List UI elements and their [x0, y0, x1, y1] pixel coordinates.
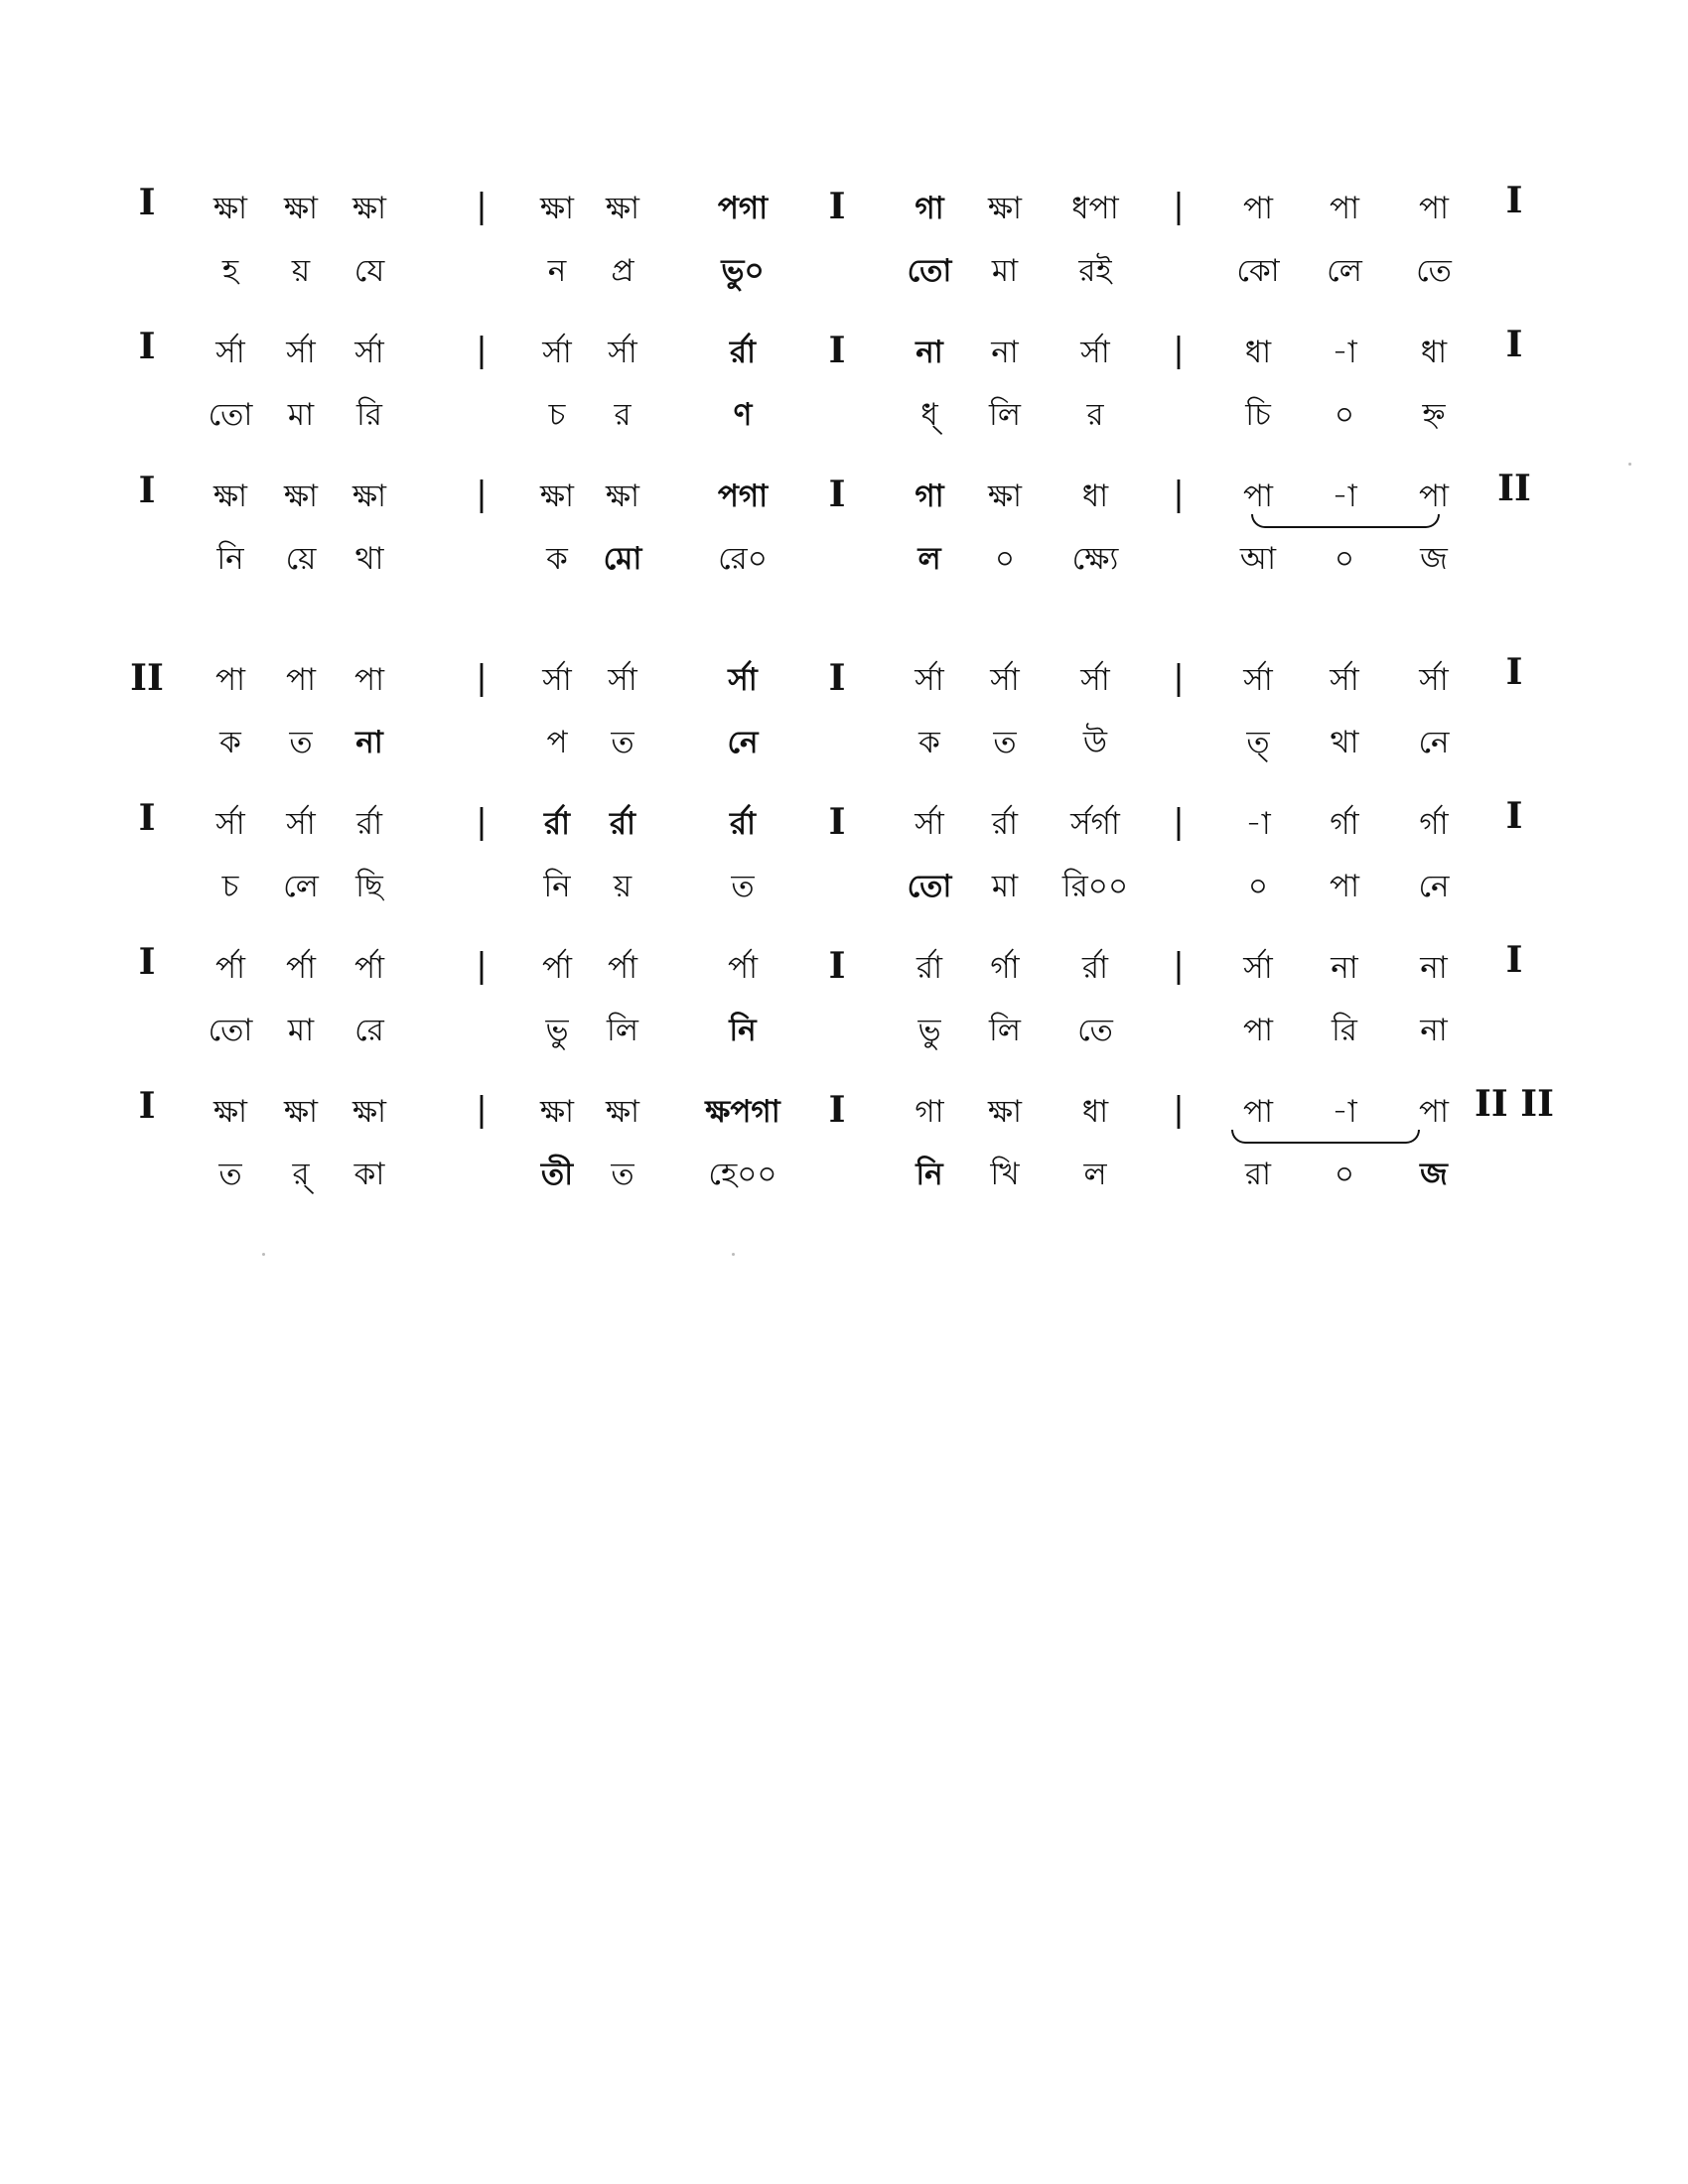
beat-divider: |: [476, 1090, 488, 1130]
swara-note: ধা: [1081, 478, 1109, 514]
lyric-syllable: খি: [990, 1157, 1020, 1192]
swara-note: ধা: [1244, 335, 1272, 370]
swara-note: র্সা: [728, 662, 758, 698]
swara-note: ক্ষা: [539, 191, 575, 226]
lyric-syllable: ০: [1334, 397, 1355, 433]
lyric-syllable: হ্ন: [1422, 397, 1446, 433]
lyric-syllable: ত: [731, 869, 755, 904]
swara-note: পগা: [717, 478, 769, 514]
lyric-syllable: ত: [993, 725, 1017, 760]
lyric-syllable: জ: [1420, 1157, 1448, 1192]
lyric-syllable: তো: [907, 869, 952, 904]
swara-note: র্গা: [990, 950, 1020, 986]
lyric-syllable: জ: [1420, 541, 1448, 577]
swara-note: র্রা: [543, 806, 571, 842]
lyric-syllable: রি: [1332, 1013, 1357, 1048]
lyric-syllable: প: [546, 725, 568, 760]
swara-note: র্সা: [608, 335, 637, 370]
swara-note: না: [1331, 950, 1358, 986]
lyric-syllable: তো: [208, 397, 253, 433]
bar-marker: II II: [1475, 1083, 1554, 1125]
lyric-syllable: রি০০: [1061, 869, 1129, 904]
swara-note: র্সা: [215, 335, 245, 370]
notation-row: [0, 1083, 1688, 1231]
lyric-syllable: ত: [218, 1157, 242, 1192]
swara-note: পা: [353, 662, 385, 698]
swara-note: পগা: [717, 191, 769, 226]
lyric-syllable: ত: [611, 1157, 634, 1192]
beat-divider: |: [476, 331, 488, 370]
lyric-syllable: নে: [727, 725, 759, 760]
beat-divider: |: [476, 658, 488, 698]
bar-marker: I: [1505, 939, 1523, 981]
bar-marker: I: [138, 941, 156, 983]
beat-divider: |: [1173, 946, 1185, 986]
lyric-syllable: পা: [1242, 1013, 1274, 1048]
lyric-syllable: ছি: [355, 869, 383, 904]
swara-note: ক্ষা: [352, 478, 387, 514]
lyric-syllable: লি: [989, 397, 1021, 433]
swara-note: ক্ষা: [605, 1094, 640, 1130]
lyric-syllable: তে: [1416, 253, 1452, 289]
lyric-syllable: নি: [915, 1157, 943, 1192]
swara-note: ক্ষা: [283, 478, 319, 514]
bar-marker: I: [828, 330, 846, 371]
beat-divider: |: [476, 802, 488, 842]
lyric-syllable: ত: [289, 725, 313, 760]
swara-note: র্রা: [729, 335, 757, 370]
swara-note: র্সা: [1243, 662, 1273, 698]
lyric-syllable: হে০০: [708, 1157, 777, 1192]
lyric-syllable: ক: [219, 725, 241, 760]
swara-note: গা: [914, 191, 944, 226]
swara-note: ক্ষা: [987, 478, 1023, 514]
lyric-syllable: ০: [1334, 1157, 1355, 1192]
beat-divider: |: [1173, 658, 1185, 698]
beat-divider: |: [1173, 1090, 1185, 1130]
swara-note: র্সা: [542, 335, 572, 370]
swara-note: র্পা: [607, 950, 638, 986]
swara-note: পা: [214, 662, 246, 698]
swara-note: না: [991, 335, 1019, 370]
lyric-syllable: ০: [1334, 541, 1355, 577]
swara-note: র্সর্গা: [1070, 806, 1120, 842]
lyric-syllable: হ: [221, 253, 239, 289]
lyric-syllable: থা: [354, 541, 384, 577]
bar-marker: I: [138, 326, 156, 367]
bar-marker: I: [138, 182, 156, 223]
swara-note: পা: [1418, 478, 1450, 514]
lyric-syllable: ত: [611, 725, 634, 760]
lyric-syllable: ল: [1083, 1157, 1107, 1192]
lyric-syllable: ০: [994, 541, 1016, 577]
swara-note: পা: [1242, 1094, 1274, 1130]
lyric-syllable: নি: [729, 1013, 757, 1048]
swara-note: র্পা: [727, 950, 759, 986]
swara-note: র্পা: [353, 950, 385, 986]
lyric-syllable: মা: [287, 397, 315, 433]
bar-marker: I: [138, 1085, 156, 1127]
swara-note: র্রা: [1081, 950, 1109, 986]
bar-marker: I: [1505, 324, 1523, 365]
lyric-syllable: থা: [1330, 725, 1359, 760]
lyric-syllable: ভু০: [721, 253, 765, 289]
swara-note: গা: [914, 1094, 944, 1130]
swara-note: ক্ষা: [605, 478, 640, 514]
lyric-syllable: লে: [1327, 253, 1362, 289]
lyric-syllable: র্: [292, 1157, 310, 1192]
lyric-syllable: ণ: [733, 397, 753, 433]
lyric-syllable: য়ে: [285, 541, 317, 577]
swara-note: র্সা: [608, 662, 637, 698]
lyric-syllable: ক: [546, 541, 568, 577]
notation-row: [0, 795, 1688, 943]
swara-note: ক্ষা: [352, 191, 387, 226]
lyric-syllable: মা: [287, 1013, 315, 1048]
swara-note: র্সা: [914, 806, 944, 842]
beat-divider: |: [1173, 475, 1185, 514]
swara-note: -া: [1332, 335, 1357, 370]
lyric-syllable: মা: [991, 253, 1019, 289]
swara-note: র্সা: [990, 662, 1020, 698]
swara-note: ক্ষপগা: [705, 1094, 780, 1130]
lyric-syllable: চ: [221, 869, 239, 904]
lyric-syllable: যে: [353, 253, 385, 289]
swara-note: র্সা: [354, 335, 384, 370]
bar-marker: I: [828, 801, 846, 843]
bar-marker: I: [1505, 651, 1523, 693]
lyric-syllable: ধ্: [920, 397, 938, 433]
lyric-syllable: তো: [907, 253, 952, 289]
lyric-syllable: রে: [354, 1013, 384, 1048]
swara-note: ক্ষা: [539, 1094, 575, 1130]
swara-note: র্সা: [1419, 662, 1449, 698]
swara-note: পা: [1242, 478, 1274, 514]
lyric-syllable: না: [1420, 1013, 1448, 1048]
bar-marker: II: [130, 657, 164, 699]
swara-note: ক্ষা: [987, 1094, 1023, 1130]
lyric-syllable: রি: [356, 397, 382, 433]
lyric-syllable: প্র: [611, 253, 634, 289]
swara-note: র্সা: [914, 662, 944, 698]
lyric-syllable: ০: [1247, 869, 1269, 904]
beat-divider: |: [1173, 187, 1185, 226]
notation-row: [0, 468, 1688, 615]
lyric-syllable: মো: [603, 541, 642, 577]
beat-divider: |: [1173, 802, 1185, 842]
lyric-syllable: না: [355, 725, 383, 760]
bar-marker: I: [828, 474, 846, 515]
lyric-syllable: তী: [540, 1157, 574, 1192]
swara-note: ক্ষা: [605, 191, 640, 226]
lyric-syllable: য়: [291, 253, 311, 289]
swara-note: ক্ষা: [212, 1094, 248, 1130]
lyric-syllable: রে০: [718, 541, 768, 577]
lyric-syllable: র: [1086, 397, 1104, 433]
lyric-syllable: তে: [1077, 1013, 1113, 1048]
lyric-syllable: চি: [1245, 397, 1271, 433]
lyric-syllable: ভু: [545, 1013, 569, 1048]
swara-note: ধা: [1081, 1094, 1109, 1130]
swara-note: র্রা: [729, 806, 757, 842]
lyric-syllable: মা: [991, 869, 1019, 904]
lyric-syllable: নি: [216, 541, 244, 577]
lyric-syllable: আ: [1239, 541, 1277, 577]
swara-note: ক্ষা: [352, 1094, 387, 1130]
swara-note: -া: [1332, 1094, 1357, 1130]
swara-note: ক্ষা: [283, 191, 319, 226]
swara-note: র্সা: [215, 806, 245, 842]
lyric-syllable: ল: [917, 541, 941, 577]
bar-marker: I: [828, 657, 846, 699]
swara-note: র্রা: [991, 806, 1019, 842]
swara-note: -া: [1332, 478, 1357, 514]
swara-note: ক্ষা: [539, 478, 575, 514]
swara-note: না: [915, 335, 943, 370]
swara-note: র্সা: [1330, 662, 1359, 698]
lyric-syllable: লি: [989, 1013, 1021, 1048]
swara-note: ধা: [1420, 335, 1448, 370]
swara-note: গা: [914, 478, 944, 514]
lyric-syllable: ন: [547, 253, 567, 289]
scan-speck: [262, 1253, 265, 1256]
swara-note: র্গা: [1419, 806, 1449, 842]
swara-note: ক্ষা: [212, 478, 248, 514]
tie-curve: [1251, 514, 1440, 528]
swara-note: র্সা: [1080, 335, 1110, 370]
bar-marker: I: [828, 186, 846, 227]
swara-note: পা: [1418, 191, 1450, 226]
swara-note: র্পা: [214, 950, 246, 986]
lyric-syllable: পা: [1329, 869, 1360, 904]
lyric-syllable: ক: [918, 725, 940, 760]
lyric-syllable: লি: [607, 1013, 638, 1048]
notation-row: [0, 324, 1688, 472]
swara-note: র্রা: [355, 806, 383, 842]
lyric-syllable: য়: [613, 869, 633, 904]
lyric-syllable: নি: [543, 869, 571, 904]
swara-note: র্রা: [609, 806, 636, 842]
swara-note: পা: [285, 662, 317, 698]
swara-note: র্পা: [541, 950, 573, 986]
lyric-syllable: ভু: [917, 1013, 941, 1048]
swara-note: ক্ষা: [212, 191, 248, 226]
bar-marker: I: [138, 470, 156, 511]
beat-divider: |: [476, 946, 488, 986]
swara-note: -া: [1245, 806, 1271, 842]
swara-note: র্সা: [286, 335, 316, 370]
beat-divider: |: [476, 187, 488, 226]
lyric-syllable: উ: [1082, 725, 1108, 760]
lyric-syllable: নে: [1418, 869, 1450, 904]
scan-speck: [732, 1253, 735, 1256]
lyric-syllable: লে: [283, 869, 319, 904]
beat-divider: |: [476, 475, 488, 514]
tie-curve: [1231, 1130, 1420, 1144]
bar-marker: II: [1497, 468, 1531, 509]
notation-row: [0, 180, 1688, 328]
swara-note: র্রা: [915, 950, 943, 986]
bar-marker: I: [828, 1089, 846, 1131]
swara-note: র্সা: [542, 662, 572, 698]
swara-note: না: [1420, 950, 1448, 986]
swara-note: র্সা: [1080, 662, 1110, 698]
swara-note: র্পা: [285, 950, 317, 986]
swara-note: র্গা: [1330, 806, 1359, 842]
lyric-syllable: চ: [548, 397, 566, 433]
swara-note: ধপা: [1071, 191, 1119, 226]
swara-note: ক্ষা: [987, 191, 1023, 226]
lyric-syllable: র: [614, 397, 632, 433]
bar-marker: I: [828, 945, 846, 987]
notation-row: [0, 651, 1688, 799]
bar-marker: I: [138, 797, 156, 839]
lyric-syllable: ক্ষ্যে: [1071, 541, 1119, 577]
lyric-syllable: কা: [353, 1157, 385, 1192]
scan-speck: [1628, 463, 1631, 466]
swara-note: ক্ষা: [283, 1094, 319, 1130]
beat-divider: |: [1173, 331, 1185, 370]
lyric-syllable: তো: [208, 1013, 253, 1048]
lyric-syllable: রা: [1244, 1157, 1272, 1192]
swara-note: পা: [1418, 1094, 1450, 1130]
swara-note: র্সা: [286, 806, 316, 842]
swara-note: পা: [1242, 191, 1274, 226]
lyric-syllable: রই: [1078, 253, 1112, 289]
lyric-syllable: কো: [1236, 253, 1280, 289]
swara-note: পা: [1329, 191, 1360, 226]
lyric-syllable: ত্: [1246, 725, 1270, 760]
notation-row: [0, 939, 1688, 1087]
lyric-syllable: নে: [1418, 725, 1450, 760]
bar-marker: I: [1505, 180, 1523, 221]
swara-note: র্সা: [1243, 950, 1273, 986]
bar-marker: I: [1505, 795, 1523, 837]
